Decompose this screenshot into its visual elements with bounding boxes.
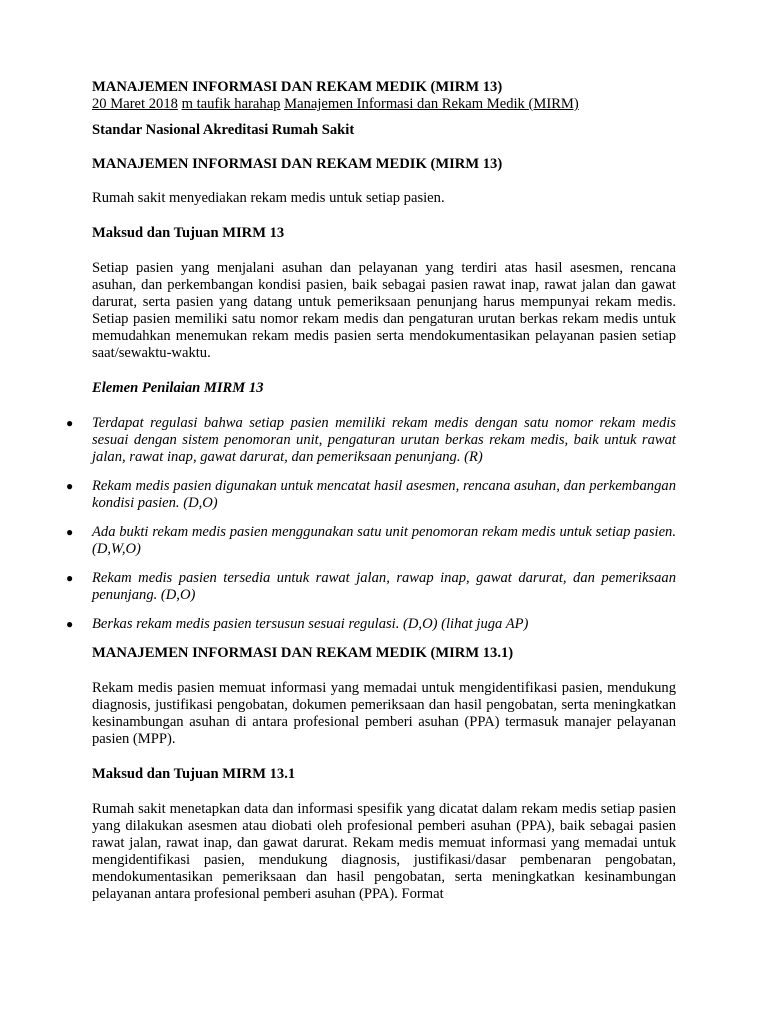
- document-title: MANAJEMEN INFORMASI DAN REKAM MEDIK (MIRM 13): [92, 79, 503, 95]
- post-meta: [92, 96, 676, 113]
- list-item: [66, 478, 676, 512]
- author-link[interactable]: m taufik harahap: [181, 96, 281, 112]
- source-heading: Standar Nasional Akreditasi Rumah Sakit: [92, 122, 355, 138]
- list-item: [66, 415, 676, 466]
- section1-elements-heading: Elemen Penilaian MIRM 13: [92, 380, 264, 396]
- bullet-icon: ●: [66, 479, 74, 493]
- element-text: Rekam medis pasien digunakan untuk mencatat hasil asesmen, rencana asuhan, dan perkembangan kondisi pasien. (D,O): [92, 478, 676, 511]
- bullet-icon: ●: [66, 617, 74, 631]
- list-item: [66, 570, 676, 604]
- section2-intent-heading: Maksud dan Tujuan MIRM 13.1: [92, 766, 296, 782]
- element-text: Ada bukti rekam medis pasien menggunakan satu unit penomoran rekam medis untuk setiap pasien. (D,W,O): [92, 524, 676, 557]
- section2-standard: Rekam medis pasien memuat informasi yang memadai untuk mengidentifikasi pasien, mendukung diagnosis, justifikasi pengobatan, dokumen pemeriksaan dan hasil pengobatan, serta meningkatkan kesinambungan asuhan di antara profesional pemberi asuhan (PPA) termasuk manajer pelayanan pasien (MPP).: [92, 680, 676, 747]
- element-text: Rekam medis pasien tersedia untuk rawat jalan, rawap inap, gawat darurat, dan pemeriksaan penunjang. (D,O): [92, 570, 676, 603]
- post-date-link[interactable]: 20 Maret 2018: [92, 96, 178, 112]
- list-item: [66, 524, 676, 558]
- section1-intent-text: Setiap pasien yang menjalani asuhan dan pelayanan yang terdiri atas hasil asesmen, rencana asuhan, dan perkembangan kondisi pasien, baik sebagai pasien rawat inap, rawat jalan dan gawat darurat, serta pasien yang datang untuk pemeriksaan penunjang harus mempunyai rekam medis. Setiap pasien memiliki satu nomor rekam medis dan pengaturan urutan berkas rekam medis untuk memudahkan menemukan rekam medis pasien serta mendokumentasikan pelayanan pasien setiap saat/sewaktu-waktu.: [92, 260, 676, 361]
- section1-intent-heading: Maksud dan Tujuan MIRM 13: [92, 225, 285, 241]
- list-item: [66, 616, 676, 633]
- element-text: Terdapat regulasi bahwa setiap pasien memiliki rekam medis dengan satu nomor rekam medis sesuai dengan sistem penomoran unit, pengaturan urutan berkas rekam medis, baik untuk rawat jalan, rawat inap, gawat darurat, dan pemeriksaan penunjang. (R): [92, 415, 676, 465]
- bullet-icon: ●: [66, 525, 74, 539]
- section1-heading: MANAJEMEN INFORMASI DAN REKAM MEDIK (MIRM 13): [92, 156, 503, 172]
- element-text: Berkas rekam medis pasien tersusun sesuai regulasi. (D,O) (lihat juga AP): [92, 616, 529, 632]
- bullet-icon: ●: [66, 571, 74, 585]
- section2-heading: MANAJEMEN INFORMASI DAN REKAM MEDIK (MIRM 13.1): [92, 645, 514, 661]
- document-content: [66, 79, 676, 903]
- section2-intent-text: Rumah sakit menetapkan data dan informasi spesifik yang dicatat dalam rekam medis setiap pasien yang dilakukan asesmen atau diobati oleh profesional pemberi asuhan (PPA), baik sebagai pasien rawat jalan, rawat inap, dan gawat darurat. Rekam medis memuat informasi yang memadai untuk mengidentifikasi pasien, mendukung diagnosis, justifikasi/dasar pembenaran pengobatan, mendokumentasikan pemeriksaan dan hasil pengobatan, serta meningkatkan kesinambungan pelayanan antara profesional pemberi asuhan (PPA). Format: [92, 801, 676, 902]
- section1-standard: Rumah sakit menyediakan rekam medis untuk setiap pasien.: [92, 190, 445, 206]
- bullet-icon: ●: [66, 416, 74, 430]
- elements-list: [66, 415, 676, 633]
- category-link[interactable]: Manajemen Informasi dan Rekam Medik (MIRM): [284, 96, 579, 112]
